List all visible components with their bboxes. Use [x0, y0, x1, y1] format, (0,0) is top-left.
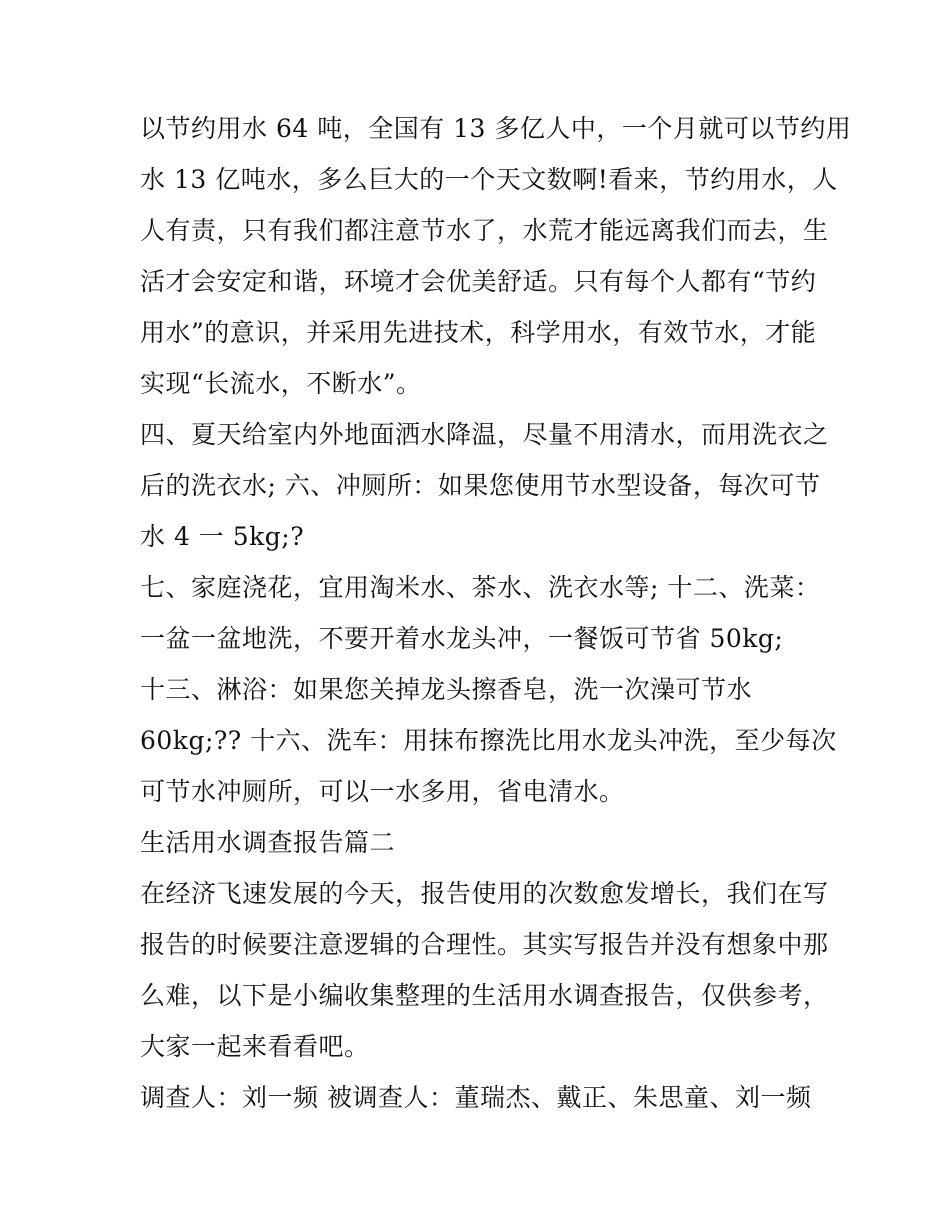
section-heading — [140, 817, 820, 868]
text-line: 后的洗衣水; 六、冲厕所：如果您使用节水型设备，每次可节 — [140, 471, 821, 500]
text-line: 报告的时候要注意逻辑的合理性。其实写报告并没有想象中那 — [140, 930, 829, 959]
text-line: 在经济飞速发展的今天，报告使用的次数愈发增长，我们在写 — [140, 879, 829, 908]
text-line: 水 4 一 5kg;? — [140, 522, 305, 551]
paragraph-tip-four-six — [140, 409, 829, 562]
text-line: 一盆一盆地洗，不要开着水龙头冲，一餐饭可节省 50kg; — [140, 624, 784, 653]
text-line: 以节约用水 64 吨，全国有 13 多亿人中，一个月就可以节约用 — [140, 114, 852, 143]
text-line: 人有责，只有我们都注意节水了，水荒才能远离我们而去，生 — [140, 216, 829, 245]
text-line: 活才会安定和谐，环境才会优美舒适。只有每个人都有“节约 — [140, 267, 817, 296]
text-line: 用水”的意识，并采用先进技术，科学用水，有效节水，才能 — [140, 318, 817, 347]
text-line: 四、夏天给室内外地面洒水降温，尽量不用清水，而用洗衣之 — [140, 420, 829, 449]
paragraph-investigators — [140, 1072, 820, 1123]
text-line: 十三、淋浴：如果您关掉龙头擦香皂，洗一次澡可节水 — [140, 675, 753, 704]
text-line: 么难，以下是小编收集整理的生活用水调查报告，仅供参考， — [140, 981, 829, 1010]
paragraph-water-saving-summary — [140, 103, 852, 409]
text-line: 实现“长流水，不断水”。 — [140, 369, 422, 398]
document-body — [140, 103, 852, 1123]
text-line: 七、家庭浇花，宜用淘米水、茶水、洗衣水等; 十二、洗菜： — [140, 573, 821, 602]
text-line: 可节水冲厕所，可以一水多用，省电清水。 — [140, 777, 625, 806]
paragraph-tip-seven-twelve — [140, 562, 820, 664]
paragraph-report-intro — [140, 868, 829, 1072]
text-line: 调查人：刘一频 被调查人：董瑞杰、戴正、朱思童、刘一频 — [140, 1083, 812, 1112]
text-line: 60kg;?? 十六、洗车：用抹布擦洗比用水龙头冲洗，至少每次 — [140, 726, 837, 755]
heading-text: 生活用水调查报告篇二 — [140, 828, 396, 857]
text-line: 水 13 亿吨水，多么巨大的一个天文数啊!看来，节约用水，人 — [140, 165, 838, 194]
text-line: 大家一起来看看吧。 — [140, 1032, 370, 1061]
paragraph-tip-thirteen-sixteen — [140, 664, 837, 817]
